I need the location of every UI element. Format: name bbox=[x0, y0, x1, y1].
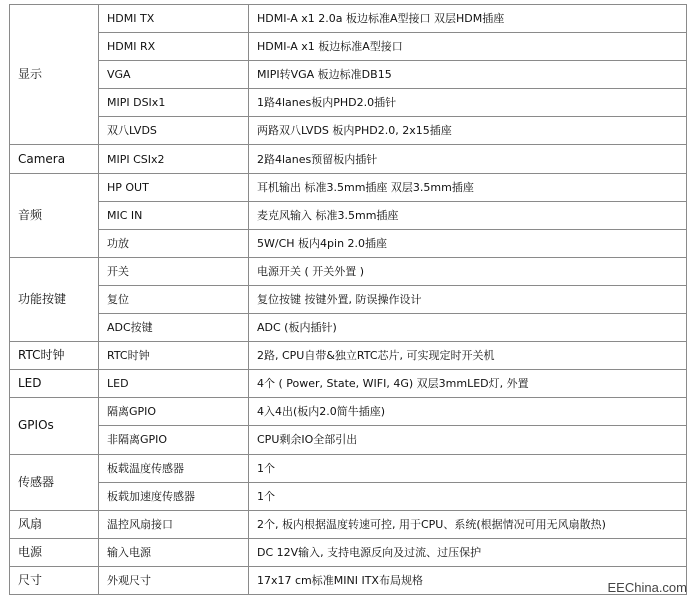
item-cell: 板载温度传感器 bbox=[99, 454, 249, 482]
table-row bbox=[10, 173, 687, 201]
description-cell: HDMI-A x1 板边标准A型接口 bbox=[249, 33, 687, 61]
table-row bbox=[10, 510, 687, 538]
item-cell: 外观尺寸 bbox=[99, 566, 249, 594]
description-cell: HDMI-A x1 2.0a 板边标准A型接口 双层HDM插座 bbox=[249, 5, 687, 33]
description-cell: 1个 bbox=[249, 454, 687, 482]
item-cell: 隔离GPIO bbox=[99, 398, 249, 426]
table-row bbox=[10, 257, 687, 285]
description-cell: 5W/CH 板内4pin 2.0插座 bbox=[249, 229, 687, 257]
category-cell: 传感器 bbox=[10, 454, 99, 510]
table-row bbox=[10, 342, 687, 370]
item-cell: HDMI RX bbox=[99, 33, 249, 61]
description-cell: 两路双八LVDS 板内PHD2.0, 2x15插座 bbox=[249, 117, 687, 145]
description-cell: 电源开关 ( 开关外置 ) bbox=[249, 257, 687, 285]
table-row bbox=[10, 117, 687, 145]
description-cell: 1路4lanes板内PHD2.0插针 bbox=[249, 89, 687, 117]
item-cell: 板载加速度传感器 bbox=[99, 482, 249, 510]
description-cell: CPU剩余IO全部引出 bbox=[249, 426, 687, 454]
description-cell: 麦克风输入 标准3.5mm插座 bbox=[249, 201, 687, 229]
table-row bbox=[10, 454, 687, 482]
item-cell: 非隔离GPIO bbox=[99, 426, 249, 454]
table-row bbox=[10, 33, 687, 61]
description-cell: 复位按键 按键外置, 防误操作设计 bbox=[249, 285, 687, 313]
item-cell: MIC IN bbox=[99, 201, 249, 229]
item-cell: HP OUT bbox=[99, 173, 249, 201]
item-cell: MIPI CSIx2 bbox=[99, 145, 249, 173]
description-cell: 2路, CPU自带&独立RTC芯片, 可实现定时开关机 bbox=[249, 342, 687, 370]
category-cell: 显示 bbox=[10, 5, 99, 145]
table-row bbox=[10, 145, 687, 173]
table-row bbox=[10, 482, 687, 510]
table-row bbox=[10, 285, 687, 313]
item-cell: 输入电源 bbox=[99, 538, 249, 566]
item-cell: MIPI DSIx1 bbox=[99, 89, 249, 117]
item-cell: RTC时钟 bbox=[99, 342, 249, 370]
description-cell: 17x17 cm标准MINI ITX布局规格 bbox=[249, 566, 687, 594]
item-cell: LED bbox=[99, 370, 249, 398]
table-row bbox=[10, 370, 687, 398]
category-cell: 尺寸 bbox=[10, 566, 99, 594]
table-row bbox=[10, 426, 687, 454]
spec-table-body bbox=[10, 5, 687, 595]
watermark: EEChina.com bbox=[607, 580, 687, 595]
category-cell: 风扇 bbox=[10, 510, 99, 538]
category-cell: 功能按键 bbox=[10, 257, 99, 341]
item-cell: VGA bbox=[99, 61, 249, 89]
category-cell: RTC时钟 bbox=[10, 342, 99, 370]
table-row bbox=[10, 566, 687, 594]
spec-table bbox=[9, 4, 687, 595]
item-cell: 双八LVDS bbox=[99, 117, 249, 145]
description-cell: DC 12V输入, 支持电源反向及过流、过压保护 bbox=[249, 538, 687, 566]
item-cell: HDMI TX bbox=[99, 5, 249, 33]
description-cell: 2路4lanes预留板内插针 bbox=[249, 145, 687, 173]
category-cell: Camera bbox=[10, 145, 99, 173]
category-cell: GPIOs bbox=[10, 398, 99, 454]
description-cell: 耳机输出 标准3.5mm插座 双层3.5mm插座 bbox=[249, 173, 687, 201]
description-cell: 4入4出(板内2.0简牛插座) bbox=[249, 398, 687, 426]
description-cell: MIPI转VGA 板边标准DB15 bbox=[249, 61, 687, 89]
description-cell: 1个 bbox=[249, 482, 687, 510]
table-row bbox=[10, 314, 687, 342]
item-cell: 功放 bbox=[99, 229, 249, 257]
item-cell: 温控风扇接口 bbox=[99, 510, 249, 538]
category-cell: 音频 bbox=[10, 173, 99, 257]
category-cell: 电源 bbox=[10, 538, 99, 566]
table-row bbox=[10, 201, 687, 229]
item-cell: 开关 bbox=[99, 257, 249, 285]
item-cell: 复位 bbox=[99, 285, 249, 313]
description-cell: 4个 ( Power, State, WIFI, 4G) 双层3mmLED灯, 外置 bbox=[249, 370, 687, 398]
table-row bbox=[10, 398, 687, 426]
table-row bbox=[10, 229, 687, 257]
category-cell: LED bbox=[10, 370, 99, 398]
item-cell: ADC按键 bbox=[99, 314, 249, 342]
table-row bbox=[10, 538, 687, 566]
table-row bbox=[10, 61, 687, 89]
table-row bbox=[10, 89, 687, 117]
table-row bbox=[10, 5, 687, 33]
description-cell: 2个, 板内根据温度转速可控, 用于CPU、系统(根据情况可用无风扇散热) bbox=[249, 510, 687, 538]
description-cell: ADC (板内插针) bbox=[249, 314, 687, 342]
